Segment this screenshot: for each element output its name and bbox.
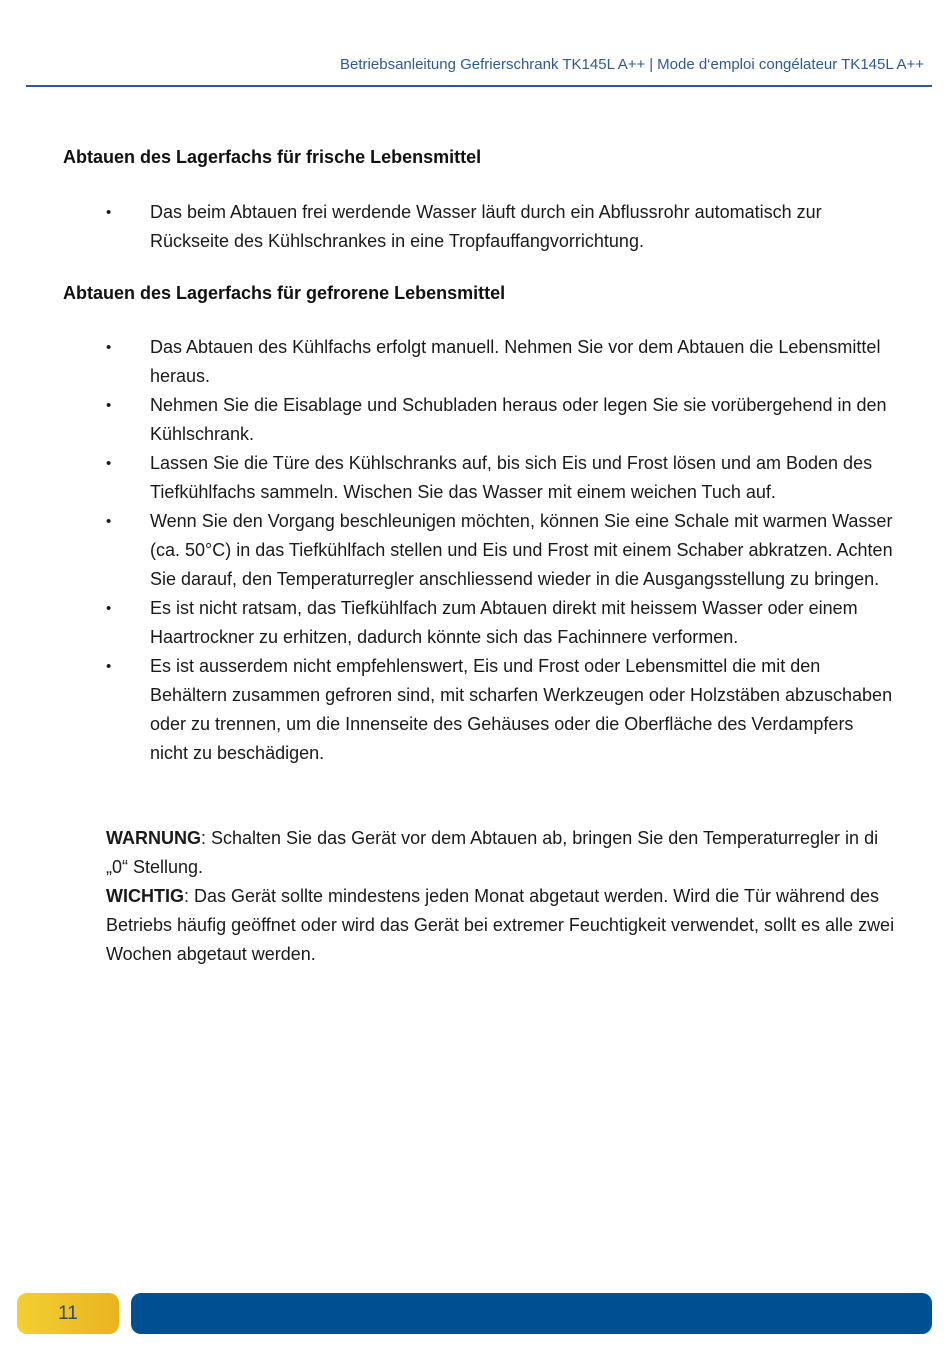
header-separator: | (649, 56, 654, 73)
list-item (106, 449, 896, 507)
list-item-text: Das beim Abtauen frei werdende Wasser läuft durch ein Abflussrohr automatisch zur Rückseite des Kühlschrankes in eine Tropfauffangvorrichtung. (150, 202, 822, 251)
list-item-text: Nehmen Sie die Eisablage und Schubladen heraus oder legen Sie sie vorübergehend in den Kühlschrank. (150, 395, 887, 444)
bullet-icon: • (106, 397, 112, 414)
warning-label: WARNUNG (106, 828, 201, 848)
warning-note (106, 824, 896, 882)
header-title-fr: Mode d‘emploi congélateur TK145L A++ (657, 56, 924, 73)
list-item-text: Es ist nicht ratsam, das Tiefkühlfach zum Abtauen direkt mit heissem Wasser oder einem Haartrockner zu erhitzen, dadurch könnte sich das Fachinnere verformen. (150, 598, 858, 647)
list-item (106, 594, 896, 652)
bullet-icon: • (106, 658, 112, 675)
bullet-list-frozen-food (106, 333, 896, 768)
bullet-icon: • (106, 600, 112, 617)
notes-block (106, 824, 896, 969)
important-label: WICHTIG (106, 886, 184, 906)
list-item-text: Lassen Sie die Türe des Kühlschranks auf, bis sich Eis und Frost lösen und am Boden des Tiefkühlfachs sammeln. Wischen Sie das Wasser mit einem weichen Tuch auf. (150, 453, 873, 502)
footer-bar (131, 1293, 932, 1334)
warning-text: : Schalten Sie das Gerät vor dem Abtauen ab, bringen Sie den Temperaturregler in di „0“ Stellung. (106, 828, 879, 877)
bullet-icon: • (106, 339, 112, 356)
bullet-icon: • (106, 204, 112, 221)
page-number-badge: 11 (17, 1293, 119, 1334)
important-note (106, 882, 896, 969)
section-heading-frozen-food: Abtauen des Lagerfachs für gefrorene Lebensmittel (63, 283, 506, 303)
important-text: : Das Gerät sollte mindestens jeden Monat abgetaut werden. Wird die Tür während des Betriebs häufig geöffnet oder wird das Gerät bei extremer Feuchtigkeit verwendet, sollt es alle zwei Wochen abgetaut werden. (106, 886, 895, 964)
bullet-list-fresh-food (106, 198, 896, 256)
header-divider (26, 85, 932, 87)
page-header-title (340, 56, 924, 73)
bullet-icon: • (106, 455, 112, 472)
list-item (106, 333, 896, 391)
list-item-text: Es ist ausserdem nicht empfehlenswert, Eis und Frost oder Lebensmittel die mit den Behältern zusammen gefroren sind, mit scharfen Werkzeugen oder Holzstäben abzuschaben oder zu trennen, um die Innenseite des Gehäuses oder die Oberfläche des Verdampfers nicht zu beschädigen. (150, 656, 893, 763)
list-item (106, 507, 896, 594)
list-item (106, 391, 896, 449)
list-item (106, 198, 896, 256)
list-item-text: Wenn Sie den Vorgang beschleunigen möchten, können Sie eine Schale mit warmen Wasser (ca. 50°C) in das Tiefkühlfach stellen und Eis und Frost mit einem Schaber abkratzen. Achten Sie darauf, den Temperaturregler anschliessend wieder in die Ausgangsstellung zu bringen. (150, 511, 893, 589)
list-item (106, 652, 896, 768)
header-title-de: Betriebsanleitung Gefrierschrank TK145L A++ (340, 56, 646, 73)
list-item-text: Das Abtauen des Kühlfachs erfolgt manuell. Nehmen Sie vor dem Abtauen die Lebensmittel heraus. (150, 337, 881, 386)
section-heading-fresh-food: Abtauen des Lagerfachs für frische Lebensmittel (63, 147, 482, 167)
bullet-icon: • (106, 513, 112, 530)
